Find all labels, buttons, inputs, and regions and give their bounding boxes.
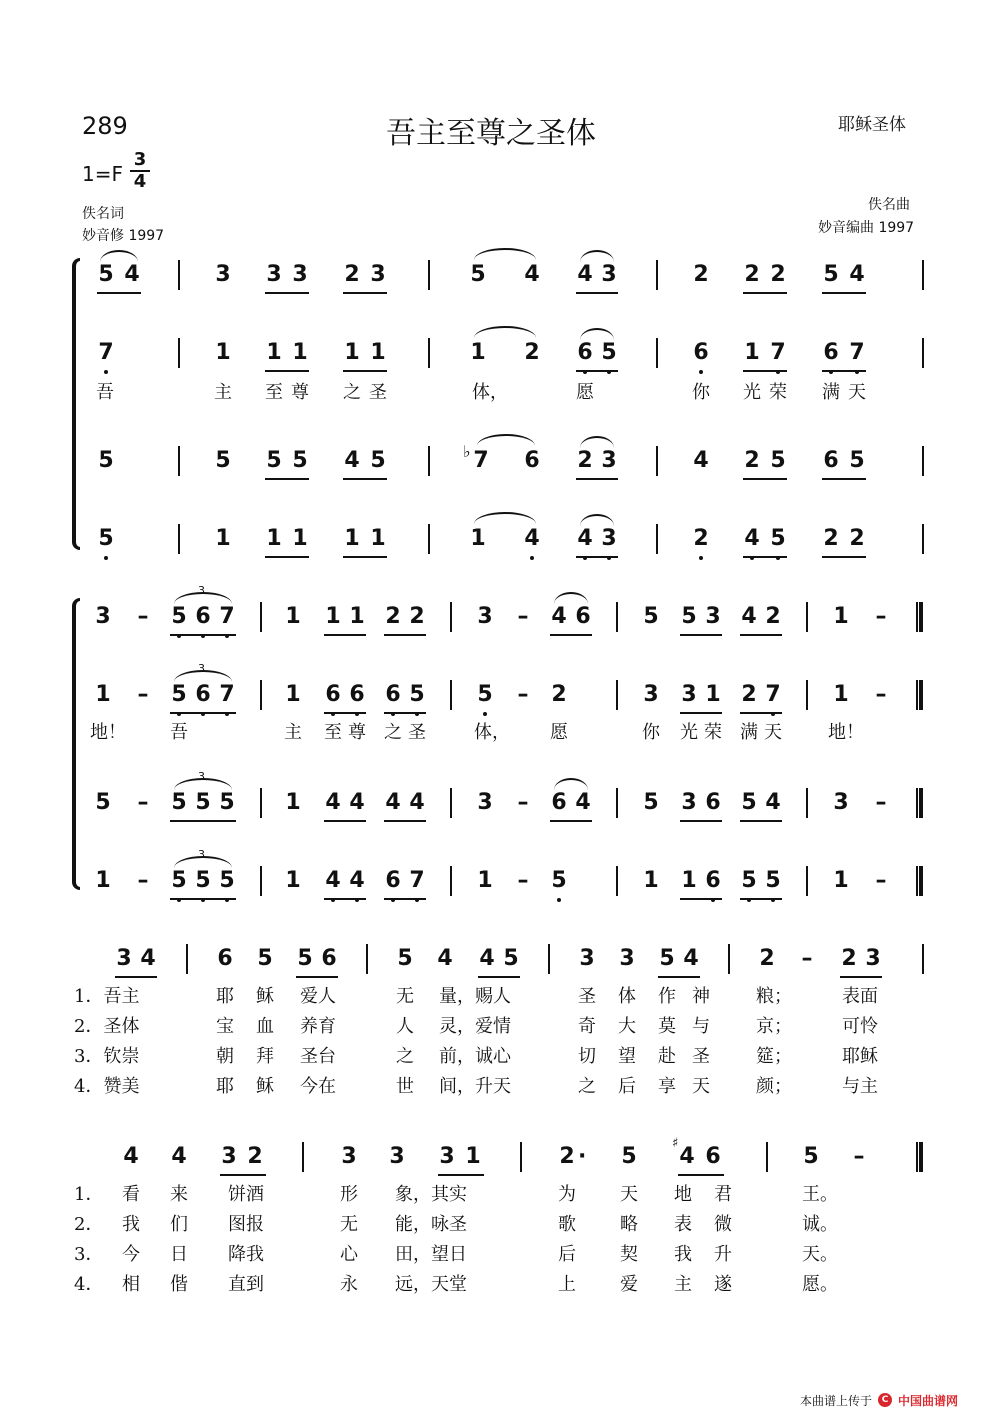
lyric-syllable: 偕 <box>170 1274 188 1295</box>
lyric-syllable: 颜； <box>756 1076 792 1097</box>
site-logo-icon: C <box>878 1393 892 1407</box>
lyric-syllable: 切 <box>578 1046 596 1067</box>
lyric-syllable: 至 <box>265 382 283 403</box>
lyric-syllable: 体， <box>472 382 508 403</box>
lyric-syllable: 筵； <box>756 1046 792 1067</box>
lyric-syllable: 直到 <box>228 1274 264 1295</box>
system-2-voice-1: 3 – 5 6 7 3 1 1 1 2 2 3 – 4 6 5 5 3 4 2 1 – <box>0 604 1000 644</box>
lyric-syllable: 遂 <box>714 1274 732 1295</box>
verse-melody-2: 4 4 3 2 3 3 3 1 2 · 5 ♯ 4 6 5 – <box>0 1144 1000 1184</box>
lyric-syllable: 图报 <box>228 1214 264 1235</box>
lyric-syllable: 享 <box>658 1076 676 1097</box>
tune-name: 耶稣圣体 <box>838 115 906 135</box>
lyric-syllable: 圣台 <box>300 1046 336 1067</box>
lyric-syllable: 爱 <box>620 1274 638 1295</box>
time-signature <box>130 150 150 192</box>
verse-line <box>0 1042 1000 1070</box>
lyric-syllable: 光 <box>743 382 761 403</box>
triplet-mark: 3 <box>198 848 205 861</box>
composer: 佚名曲 <box>868 197 910 213</box>
lyric-syllable: 朝 <box>216 1046 234 1067</box>
verse-line <box>0 982 1000 1010</box>
lyric-syllable: 地 <box>674 1184 692 1205</box>
lyric-syllable: 你 <box>642 722 660 743</box>
lyric-syllable: 满 <box>822 382 840 403</box>
lyric-syllable: 体， <box>474 722 510 743</box>
lyric-syllable: 今在 <box>300 1076 336 1097</box>
lyric-syllable: 契 <box>620 1244 638 1265</box>
lyric-syllable: 圣 <box>578 986 596 1007</box>
lyric-syllable: 能，咏圣 <box>395 1214 467 1235</box>
lyric-syllable: 后 <box>618 1076 636 1097</box>
verse-line <box>0 1072 1000 1100</box>
lyric-syllable: 圣 <box>408 722 426 743</box>
system-2-voice-3: 5 – 5 5 5 3 1 4 4 4 4 3 – 6 4 5 3 6 5 4 3 – <box>0 790 1000 830</box>
lyric-syllable: 天 <box>692 1076 710 1097</box>
lyric-syllable: 光 <box>680 722 698 743</box>
lyric-syllable: 世 <box>396 1076 414 1097</box>
lyric-syllable: 上 <box>558 1274 576 1295</box>
lyric-syllable: 为 <box>558 1184 576 1205</box>
time-top: 3 <box>133 149 147 170</box>
lyric-syllable: 愿。 <box>802 1274 838 1295</box>
page-title: 吾主至尊之圣体 <box>386 116 596 151</box>
lyric-syllable: 吾 <box>96 382 114 403</box>
lyric-syllable: 间，升天 <box>439 1076 511 1097</box>
lyric-syllable: 无 <box>396 986 414 1007</box>
lyric-syllable: 表 <box>674 1214 692 1235</box>
lyric-syllable: 们 <box>170 1214 188 1235</box>
verse-lyrics-2 <box>0 1180 1000 1296</box>
lyric-syllable: 拜 <box>256 1046 274 1067</box>
lyric-syllable: 日 <box>170 1244 188 1265</box>
lyric-syllable: 莫 <box>658 1016 676 1037</box>
system-2-voice-4: 1 – 5 5 5 3 1 4 4 6 7 1 – 5 1 1 6 5 5 1 – <box>0 868 1000 908</box>
lyric-syllable: 天 <box>620 1184 638 1205</box>
lyric-syllable: 稣 <box>256 986 274 1007</box>
lyric-syllable: 奇 <box>578 1016 596 1037</box>
lyric-syllable: 1． <box>74 1184 104 1205</box>
verse-lyrics-1 <box>0 982 1000 1098</box>
lyric-syllable: 与 <box>692 1016 710 1037</box>
lyric-syllable: 来 <box>170 1184 188 1205</box>
lyric-syllable: 满 <box>740 722 758 743</box>
lyric-syllable: 永 <box>340 1274 358 1295</box>
lyric-syllable: 圣 <box>692 1046 710 1067</box>
verse-line <box>0 1012 1000 1040</box>
verse-line <box>0 1270 1000 1298</box>
lyric-syllable: 爱人 <box>300 986 336 1007</box>
lyric-syllable: 歌 <box>558 1214 576 1235</box>
lyric-syllable: 4． <box>74 1274 104 1295</box>
lyric-syllable: 微 <box>714 1214 732 1235</box>
system-1-voice-2: 7 1 1 1 1 1 1 2 6 5 6 1 7 6 7 <box>0 340 1000 380</box>
lyric-syllable: 主 <box>214 382 232 403</box>
lyric-syllable: 4．赞美 <box>74 1076 140 1097</box>
lyric-syllable: 略 <box>620 1214 638 1235</box>
lyric-syllable: 愿 <box>550 722 568 743</box>
lyric-syllable: 降我 <box>228 1244 264 1265</box>
lyric-syllable: 前，诚心 <box>439 1046 511 1067</box>
lyric-syllable: 尊 <box>348 722 366 743</box>
footer <box>800 1390 958 1410</box>
lyric-syllable: 2． <box>74 1214 104 1235</box>
system-1-voice-3: 5 5 5 5 4 5 ♭ 7 6 2 3 4 2 5 6 5 <box>0 448 1000 488</box>
lyric-syllable: 之 <box>396 1046 414 1067</box>
lyric-syllable: 之 <box>384 722 402 743</box>
lyric-syllable: 主 <box>674 1274 692 1295</box>
lyric-syllable: 灵，爱情 <box>439 1016 511 1037</box>
verse-line <box>0 1180 1000 1208</box>
lyric-syllable: 作 <box>658 986 676 1007</box>
lyric-syllable: 天 <box>764 722 782 743</box>
lyricist: 佚名词 <box>82 206 124 222</box>
lyric-syllable: 荣 <box>769 382 787 403</box>
verse-line <box>0 1210 1000 1238</box>
lyric-syllable: 相 <box>122 1274 140 1295</box>
system-2-lyrics <box>0 718 1000 746</box>
footer-text: 本曲谱上传于 <box>800 1393 873 1408</box>
lyric-syllable: 天 <box>848 382 866 403</box>
lyric-syllable: 赴 <box>658 1046 676 1067</box>
lyric-syllable: 可怜 <box>842 1016 878 1037</box>
lyric-syllable: 主 <box>284 722 302 743</box>
lyric-syllable: 地！ <box>828 722 864 743</box>
lyric-syllable: 君 <box>714 1184 732 1205</box>
lyric-syllable: 圣 <box>369 382 387 403</box>
lyric-syllable: 2．圣体 <box>74 1016 140 1037</box>
hymn-number: 289 <box>82 112 128 140</box>
lyric-syllable: 粮； <box>756 986 792 1007</box>
lyric-syllable: 至 <box>324 722 342 743</box>
site-link[interactable]: 中国曲谱网 <box>898 1393 959 1408</box>
lyric-syllable: 我 <box>674 1244 692 1265</box>
lyric-syllable: 京； <box>756 1016 792 1037</box>
lyric-syllable: 1．吾主 <box>74 986 140 1007</box>
lyric-syllable: 你 <box>692 382 710 403</box>
triplet-mark: 3 <box>198 584 205 597</box>
lyric-syllable: 天。 <box>802 1244 838 1265</box>
triplet-mark: 3 <box>198 662 205 675</box>
system-1-voice-4: 5 1 1 1 1 1 1 4 4 3 2 4 5 2 2 <box>0 526 1000 566</box>
lyric-syllable: 我 <box>122 1214 140 1235</box>
arranger: 妙音编曲 1997 <box>818 220 915 236</box>
time-bottom: 4 <box>133 171 147 192</box>
lyric-syllable: 之 <box>578 1076 596 1097</box>
lyric-syllable: 3．钦崇 <box>74 1046 140 1067</box>
lyric-syllable: 表面 <box>842 986 878 1007</box>
lyric-syllable: 耶稣 <box>842 1046 878 1067</box>
lyric-syllable: 与主 <box>842 1076 878 1097</box>
lyric-syllable: 田，望日 <box>395 1244 467 1265</box>
lyric-revision: 妙音修 1997 <box>82 228 165 244</box>
lyric-syllable: 形 <box>340 1184 358 1205</box>
lyric-syllable: 耶 <box>216 986 234 1007</box>
lyric-syllable: 诚。 <box>802 1214 838 1235</box>
lyric-syllable: 稣 <box>256 1076 274 1097</box>
lyric-syllable: 耶 <box>216 1076 234 1097</box>
lyric-syllable: 血 <box>256 1016 274 1037</box>
lyric-syllable: 量，赐人 <box>439 986 511 1007</box>
lyric-syllable: 今 <box>122 1244 140 1265</box>
lyric-syllable: 体 <box>618 986 636 1007</box>
lyric-syllable: 吾 <box>170 722 188 743</box>
lyric-syllable: 之 <box>343 382 361 403</box>
lyric-syllable: 宝 <box>216 1016 234 1037</box>
lyric-syllable: 远，天堂 <box>395 1274 467 1295</box>
lyric-syllable: 后 <box>558 1244 576 1265</box>
lyric-syllable: 尊 <box>291 382 309 403</box>
lyric-syllable: 3． <box>74 1244 104 1265</box>
lyric-syllable: 心 <box>340 1244 358 1265</box>
verse-melody-1: 3 4 6 5 5 6 5 4 4 5 3 3 5 4 2 – 2 3 <box>0 946 1000 986</box>
lyric-syllable: 望 <box>618 1046 636 1067</box>
lyric-syllable: 大 <box>618 1016 636 1037</box>
lyric-syllable: 愿 <box>576 382 594 403</box>
lyric-syllable: 人 <box>396 1016 414 1037</box>
lyric-syllable: 地！ <box>90 722 126 743</box>
lyric-syllable: 看 <box>122 1184 140 1205</box>
system-1-lyrics <box>0 378 1000 406</box>
key-signature: 1=F <box>82 162 123 186</box>
lyric-syllable: 象，其实 <box>395 1184 467 1205</box>
lyric-syllable: 升 <box>714 1244 732 1265</box>
lyric-syllable: 王。 <box>802 1184 838 1205</box>
system-1-voice-1: 5 4 3 3 3 2 3 5 4 4 3 2 2 2 5 4 <box>0 262 1000 302</box>
lyric-syllable: 饼酒 <box>228 1184 264 1205</box>
verse-line <box>0 1240 1000 1268</box>
system-2-voice-2: 1 – 5 6 7 3 1 6 6 6 5 5 – 2 3 3 1 2 7 1 – <box>0 682 1000 722</box>
lyric-syllable: 荣 <box>704 722 722 743</box>
lyric-syllable: 神 <box>692 986 710 1007</box>
lyric-syllable: 无 <box>340 1214 358 1235</box>
lyric-syllable: 养育 <box>300 1016 336 1037</box>
triplet-mark: 3 <box>198 770 205 783</box>
